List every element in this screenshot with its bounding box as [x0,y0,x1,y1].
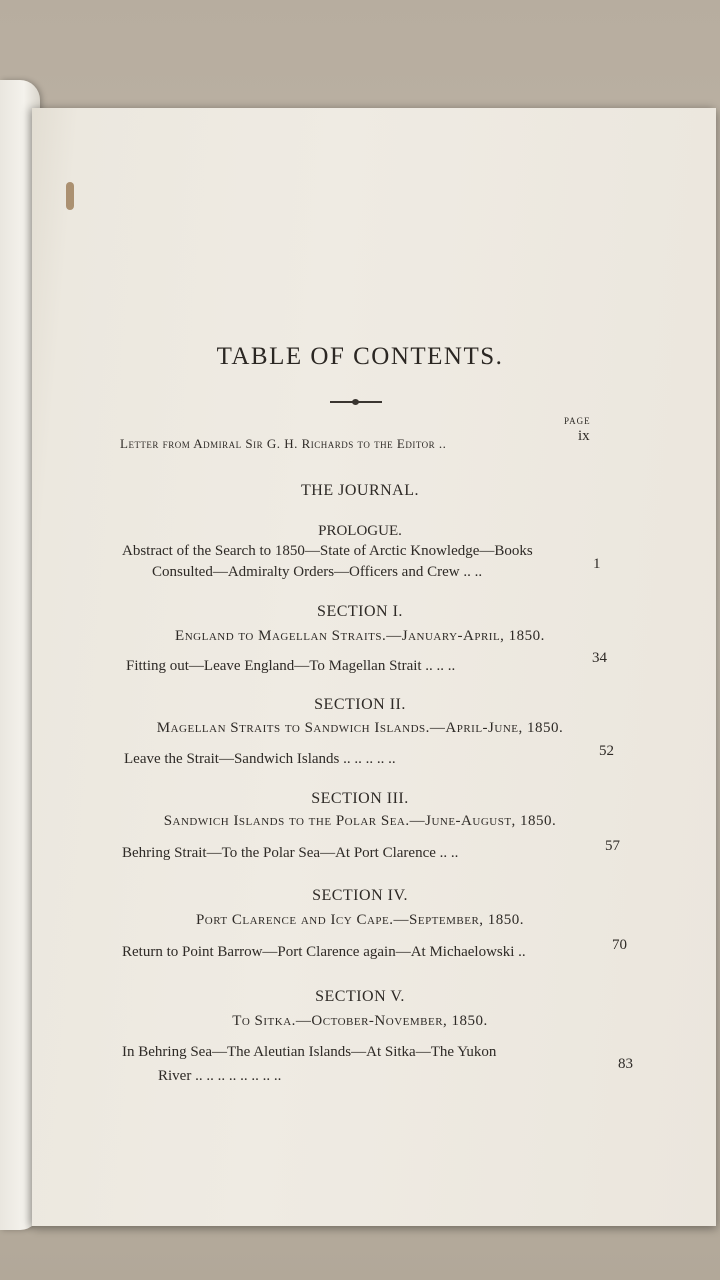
title-rule-ornament [352,399,359,405]
section-3-heading: SECTION III. [311,790,409,807]
page-column-header: PAGE [564,416,591,426]
section-1-page-number: 34 [592,650,607,666]
prologue-page-number: 1 [593,556,601,572]
section-2-subtitle: Magellan Straits to Sandwich Islands.—April-June, 1850. [156,720,564,736]
prologue-heading: PROLOGUE. [318,523,402,539]
section-1-entry: Fitting out—Leave England—To Magellan Strait .. .. .. [126,658,456,674]
section-5-heading: SECTION V. [315,988,405,1005]
section-2-entry: Leave the Strait—Sandwich Islands .. .. .. .. .. [124,751,396,767]
prologue-entry-line1: Abstract of the Search to 1850—State of Arctic Knowledge—Books [122,543,533,559]
section-4-heading: SECTION IV. [312,887,408,904]
section-5-subtitle: To Sitka.—October-November, 1850. [232,1013,488,1029]
section-4-page-number: 70 [612,937,627,953]
section-3-entry: Behring Strait—To the Polar Sea—At Port Clarence .. .. [122,845,459,861]
section-1-subtitle: England to Magellan Straits.—January-April, 1850. [175,628,545,644]
section-1-heading: SECTION I. [317,603,403,620]
prologue-entry-line2: Consulted—Admiralty Orders—Officers and Crew .. .. [152,564,483,580]
letter-entry: Letter from Admiral Sir G. H. Richards to the Editor .. [120,436,447,451]
section-5-entry-line2: River .. .. .. .. .. .. .. .. [158,1068,282,1084]
journal-heading: THE JOURNAL. [301,482,419,499]
section-5-entry-line1: In Behring Sea—The Aleutian Islands—At Sitka—The Yukon [122,1044,497,1060]
section-2-heading: SECTION II. [314,696,406,713]
section-3-page-number: 57 [605,838,620,854]
section-2-page-number: 52 [599,743,614,759]
foxing-stain [66,182,74,210]
section-4-subtitle: Port Clarence and Icy Cape.—September, 1850. [195,912,525,928]
section-5-page-number: 83 [618,1056,633,1072]
section-3-subtitle: Sandwich Islands to the Polar Sea.—June-August, 1850. [163,813,557,829]
page-title: TABLE OF CONTENTS. [216,343,504,370]
section-4-entry: Return to Point Barrow—Port Clarence again—At Michaelowski .. [122,944,526,960]
letter-page-number: ix [578,428,590,444]
